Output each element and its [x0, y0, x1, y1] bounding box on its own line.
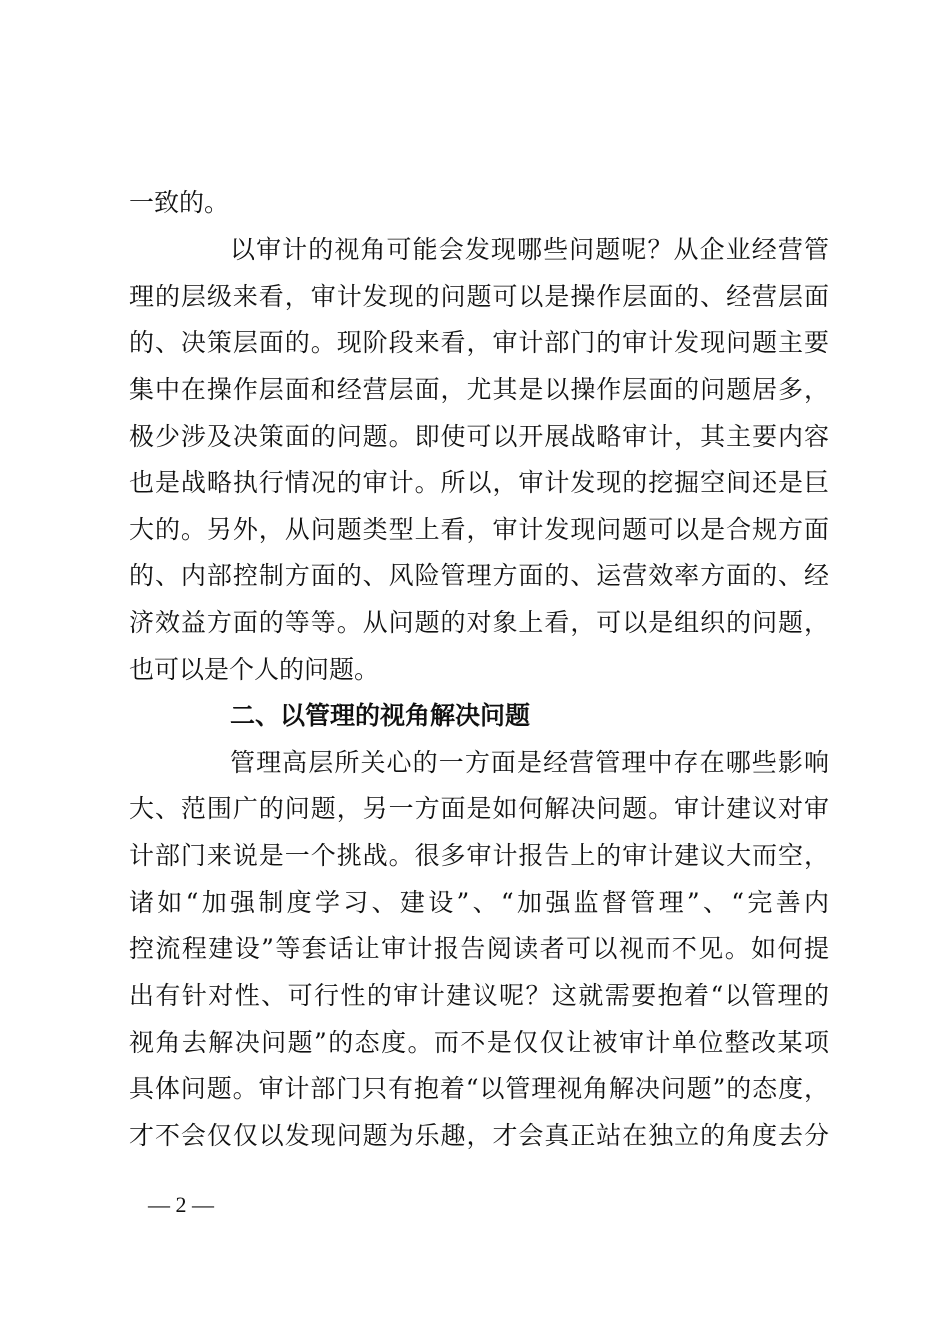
page-number: — 2 —	[148, 1192, 214, 1217]
paragraph-line: 大的。另外，从问题类型上看，审计发现问题可以是合规方面	[129, 515, 829, 544]
paragraph-line: 一致的。	[129, 188, 230, 217]
paragraph-line: 才不会仅仅以发现问题为乐趣，才会真正站在独立的角度去分	[129, 1121, 829, 1150]
section-heading: 二、以管理的视角解决问题	[230, 701, 531, 730]
paragraph-line: 的、决策层面的。现阶段来看，审计部门的审计发现问题主要	[129, 328, 829, 357]
paragraph-line: 出有针对性、可行性的审计建议呢？这就需要抱着“以管理的	[129, 981, 829, 1010]
paragraph-line: 控流程建设”等套话让审计报告阅读者可以视而不见。如何提	[129, 934, 829, 963]
paragraph-line: 济效益方面的等等。从问题的对象上看，可以是组织的问题，	[129, 608, 829, 637]
paragraph-line: 管理高层所关心的一方面是经营管理中存在哪些影响	[230, 748, 829, 777]
paragraph-line: 的、内部控制方面的、风险管理方面的、运营效率方面的、经	[129, 561, 829, 590]
paragraph-line: 诸如“加强制度学习、建设”、“加强监督管理”、“完善内	[129, 888, 829, 917]
paragraph-line: 也是战略执行情况的审计。所以，审计发现的挖掘空间还是巨	[129, 468, 829, 497]
paragraph-line: 极少涉及决策面的问题。即使可以开展战略审计，其主要内容	[129, 422, 829, 451]
paragraph-line: 集中在操作层面和经营层面，尤其是以操作层面的问题居多，	[129, 375, 829, 404]
paragraph-line: 以审计的视角可能会发现哪些问题呢？从企业经营管	[230, 235, 829, 264]
paragraph-line: 具体问题。审计部门只有抱着“以管理视角解决问题”的态度，	[129, 1074, 829, 1103]
paragraph-line: 计部门来说是一个挑战。很多审计报告上的审计建议大而空，	[129, 841, 829, 870]
paragraph-line: 也可以是个人的问题。	[129, 655, 380, 684]
paragraph-line: 大、范围广的问题，另一方面是如何解决问题。审计建议对审	[129, 794, 829, 823]
paragraph-line: 理的层级来看，审计发现的问题可以是操作层面的、经营层面	[129, 282, 829, 311]
paragraph-line: 视角去解决问题”的态度。而不是仅仅让被审计单位整改某项	[129, 1028, 829, 1057]
